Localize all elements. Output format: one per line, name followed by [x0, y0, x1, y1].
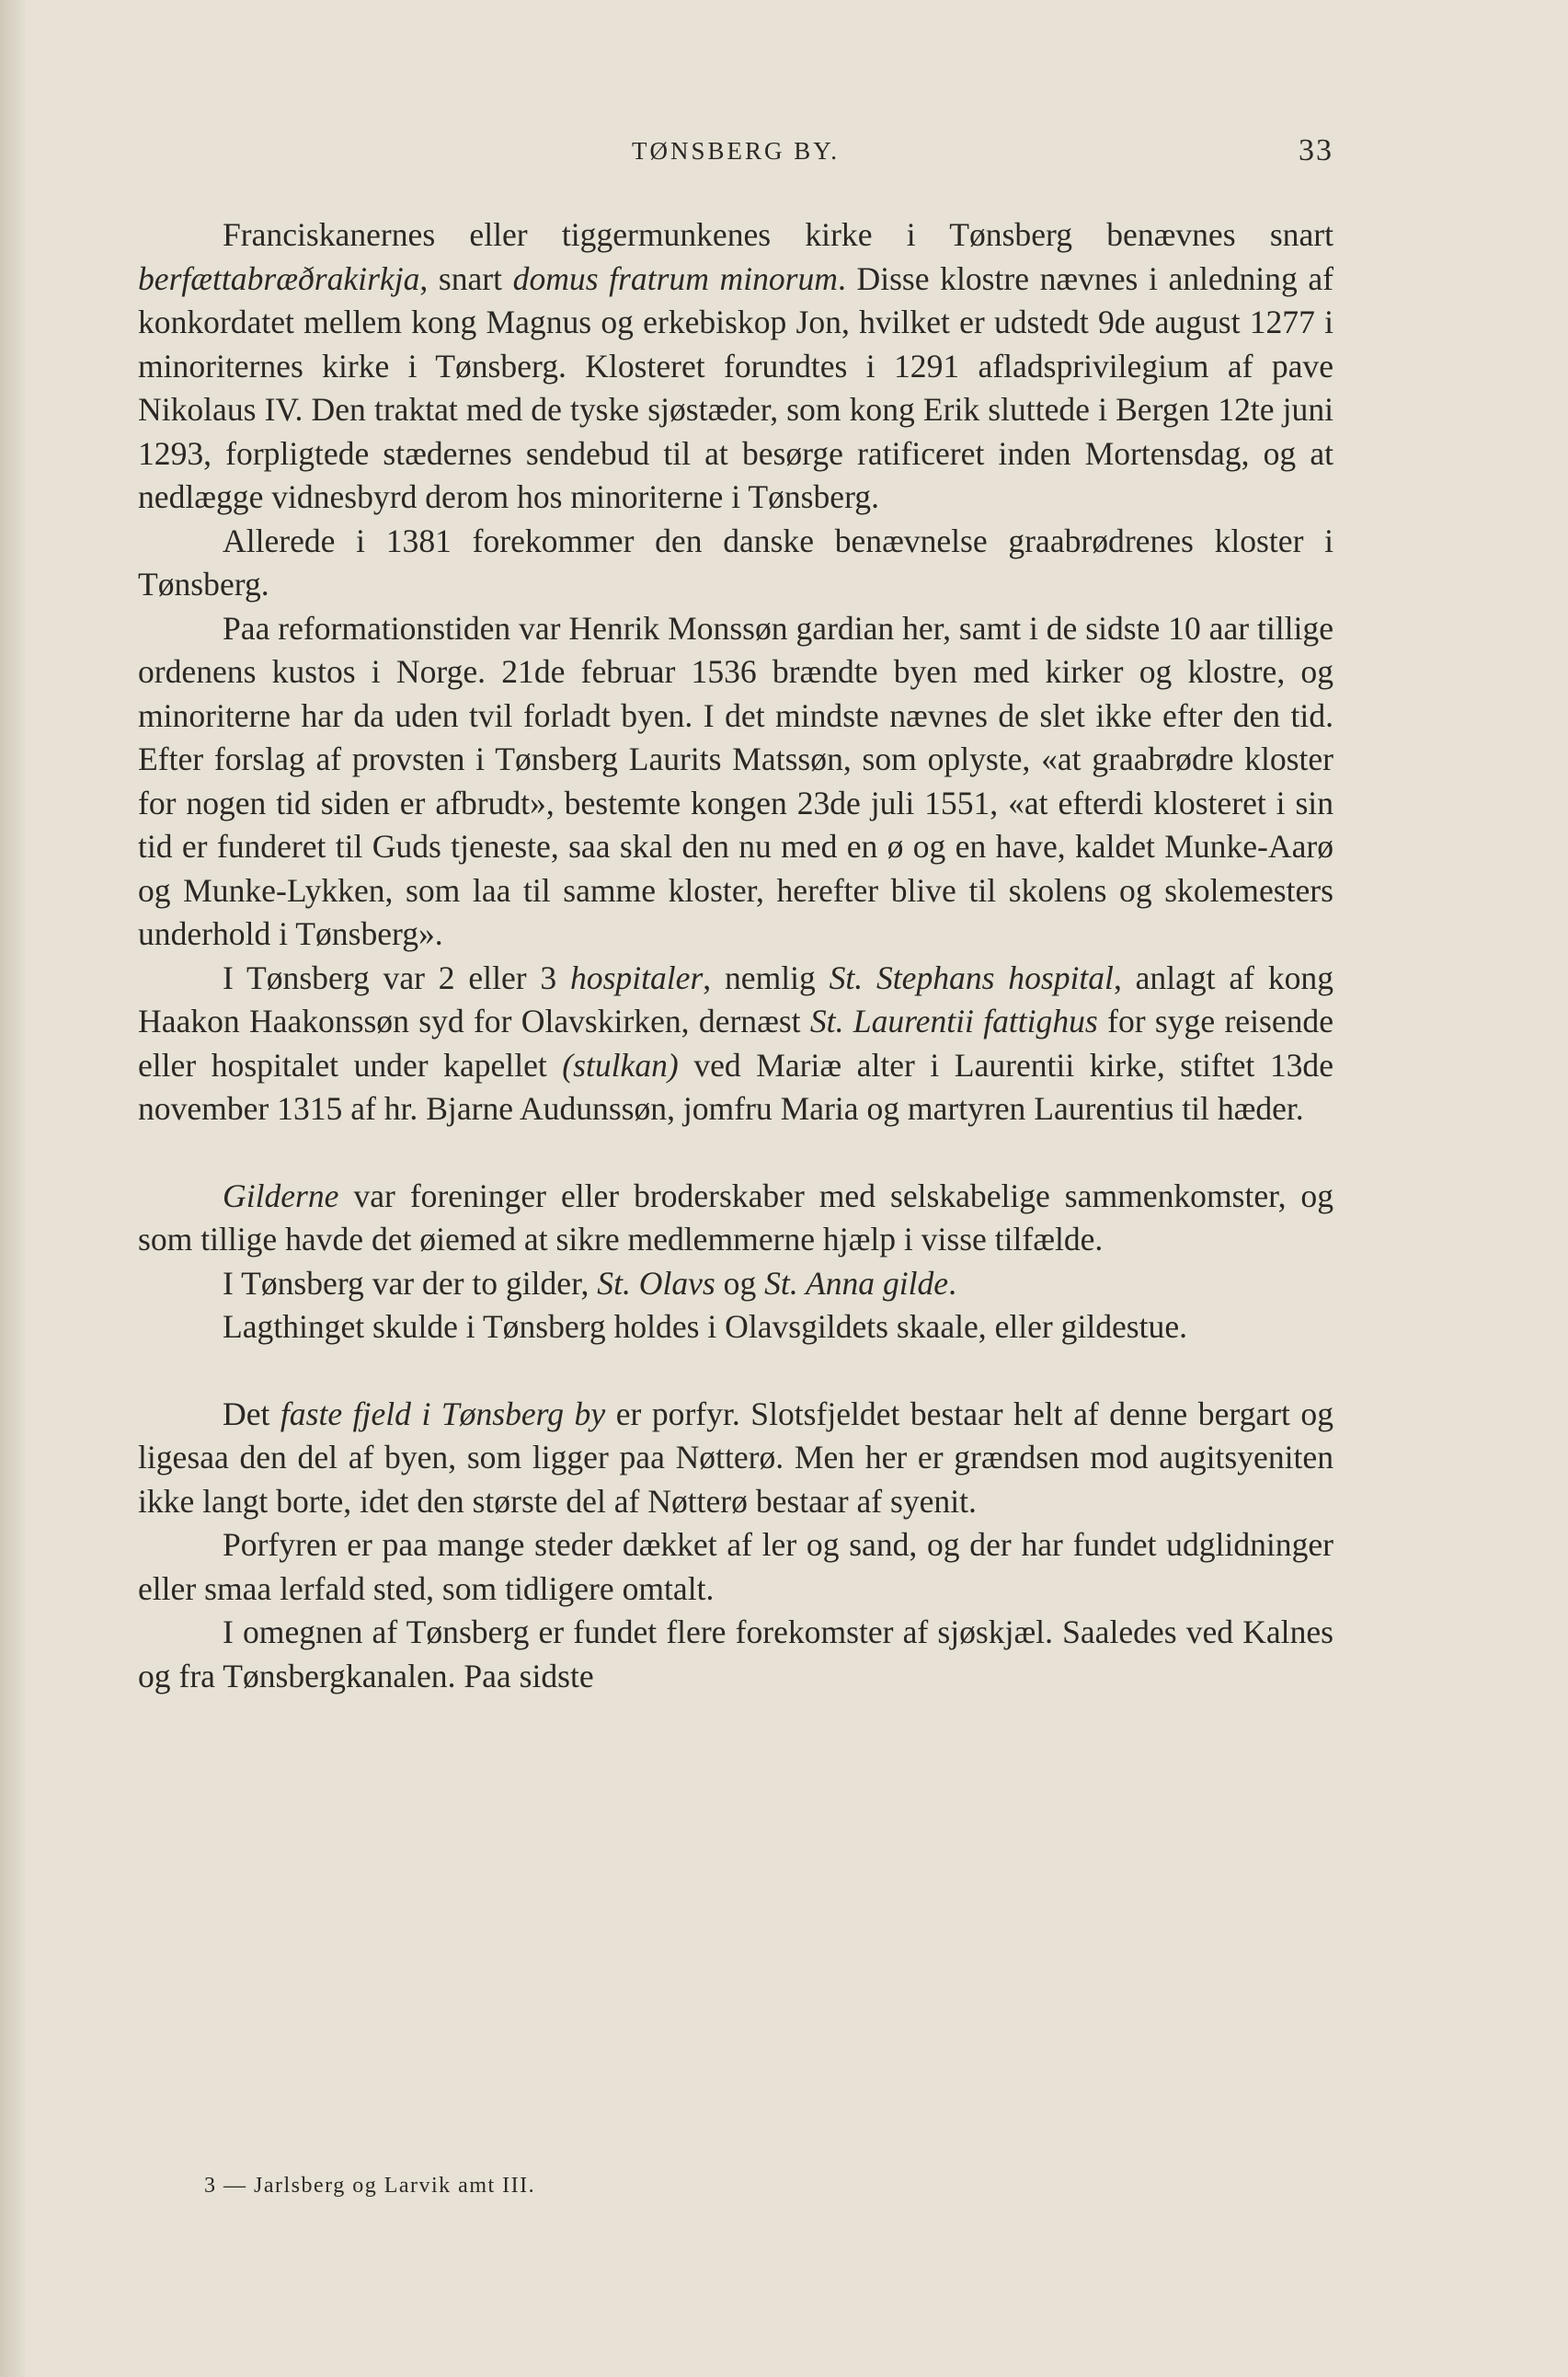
text-run: Det: [223, 1395, 280, 1432]
body-text: [138, 213, 1333, 1698]
text-run: , nemlig: [703, 959, 830, 996]
italic-phrase: (stulkan): [562, 1046, 679, 1084]
paragraph: [138, 1523, 1333, 1611]
page-header: [138, 133, 1333, 170]
text-run: Allerede i 1381 forekommer den danske benævnelse graabrødrenes kloster i Tønsberg.: [138, 522, 1333, 603]
text-run: Franciskanernes eller tiggermunkenes kirke i Tønsberg benævnes snart: [223, 216, 1333, 253]
paragraph: [138, 1175, 1333, 1262]
text-run: Porfyren er paa mange steder dækket af ler og sand, og der har fundet udglidninger eller smaa lerfald sted, som tidligere omtalt.: [138, 1526, 1333, 1607]
paragraph: [138, 957, 1333, 1131]
page-binding-edge: [0, 0, 26, 2377]
italic-phrase: St. Anna gilde: [764, 1264, 949, 1302]
text-run: for syge reisende eller hospitalet under kapellet: [138, 1003, 1333, 1084]
paragraph: [138, 1262, 1333, 1306]
text-run: og: [715, 1264, 765, 1302]
page-number: 33: [1299, 133, 1333, 167]
italic-phrase: berfættabræðrakirkja: [138, 259, 420, 297]
paragraph: [138, 607, 1333, 957]
italic-phrase: hospitaler: [570, 959, 704, 996]
paragraph: [138, 520, 1333, 607]
text-run: .: [948, 1264, 956, 1302]
italic-phrase: Gilderne: [223, 1177, 339, 1214]
paragraph: [138, 1305, 1333, 1349]
italic-phrase: St. Olavs: [597, 1264, 715, 1302]
text-run: er porfyr. Slotsfjeldet bestaar helt af denne bergart og ligesaa den del af byen, som ligger paa Nøtterø. Men her er grændsen mod augitsyeniten ikke langt borte, idet den største del af Nøtterø bestaar af syenit.: [138, 1395, 1334, 1520]
text-run: Paa reformationstiden var Henrik Monssøn gardian her, samt i de sidste 10 aar tillige ordenens kustos i Norge. 21de februar 1536 brændte byen med kirker og klostre, og minoriterne har da uden tvil forladt byen. I det mindste nævnes de slet ikke efter den tid. Efter forslag af provsten i Tønsberg Laurits Matssøn, som oplyste, «at graabrødre kloster for nogen tid siden er afbrudt», bestemte kongen 23de juli 1551, «at efterdi klosteret i sin tid er funderet til Guds tjeneste, saa skal den nu med en ø og en have, kaldet Munke-Aarø og Munke-Lykken, som laa til samme kloster, herefter blive til skolens og skolemesters underhold i Tønsberg».: [138, 609, 1333, 952]
footnote: 3 — Jarlsberg og Larvik amt III.: [204, 2174, 536, 2198]
italic-phrase: faste fjeld i Tønsberg by: [280, 1395, 606, 1432]
paragraph: [138, 1393, 1333, 1524]
italic-phrase: St. Laurentii fattighus: [809, 1003, 1098, 1039]
italic-phrase: St. Stephans hospital: [829, 959, 1114, 996]
text-run: I Tønsberg var der to gilder,: [223, 1264, 598, 1302]
text-run: . Disse klostre nævnes i anledning af konkordatet mellem kong Magnus og erkebiskop Jon, hvilket er udstedt 9de august 1277 i minoriternes kirke i Tønsberg. Klosteret forundtes i 1291 afladsprivilegium af pave Nikolaus IV. Den traktat med de tyske sjøstæder, som kong Erik sluttede i Bergen 12te juni 1293, forpligtede stædernes sendebud til at besørge ratificeret inden Mortensdag, og at nedlægge vidnesbyrd derom hos minoriterne i Tønsberg.: [138, 259, 1333, 515]
text-run: I Tønsberg var 2 eller 3: [223, 959, 570, 996]
text-run: Lagthinget skulde i Tønsberg holdes i Olavsgildets skaale, eller gildestue.: [223, 1308, 1188, 1345]
italic-phrase: domus fratrum minorum: [512, 259, 838, 297]
text-run: ved Mariæ alter i Laurentii kirke, stiftet 13de november 1315 af hr. Bjarne Audunssøn, jomfru Maria og martyren Laurentius til hæder.: [138, 1046, 1333, 1127]
paragraph: [138, 1611, 1333, 1698]
text-run: , anlagt af kong Haakon Haakonssøn syd for Olavskirken, dernæst: [138, 959, 1333, 1039]
text-run: I omegnen af Tønsberg er fundet flere forekomster af sjøskjæl. Saaledes ved Kalnes og fra Tønsbergkanalen. Paa sidste: [138, 1613, 1333, 1694]
paragraph: [138, 213, 1333, 520]
text-run: var foreninger eller broderskaber med selskabelige sammenkomster, og som tillige havde det øiemed at sikre medlemmerne hjælp i visse tilfælde.: [138, 1177, 1333, 1257]
text-run: , snart: [419, 259, 513, 297]
running-title: TØNSBERG BY.: [631, 137, 841, 165]
